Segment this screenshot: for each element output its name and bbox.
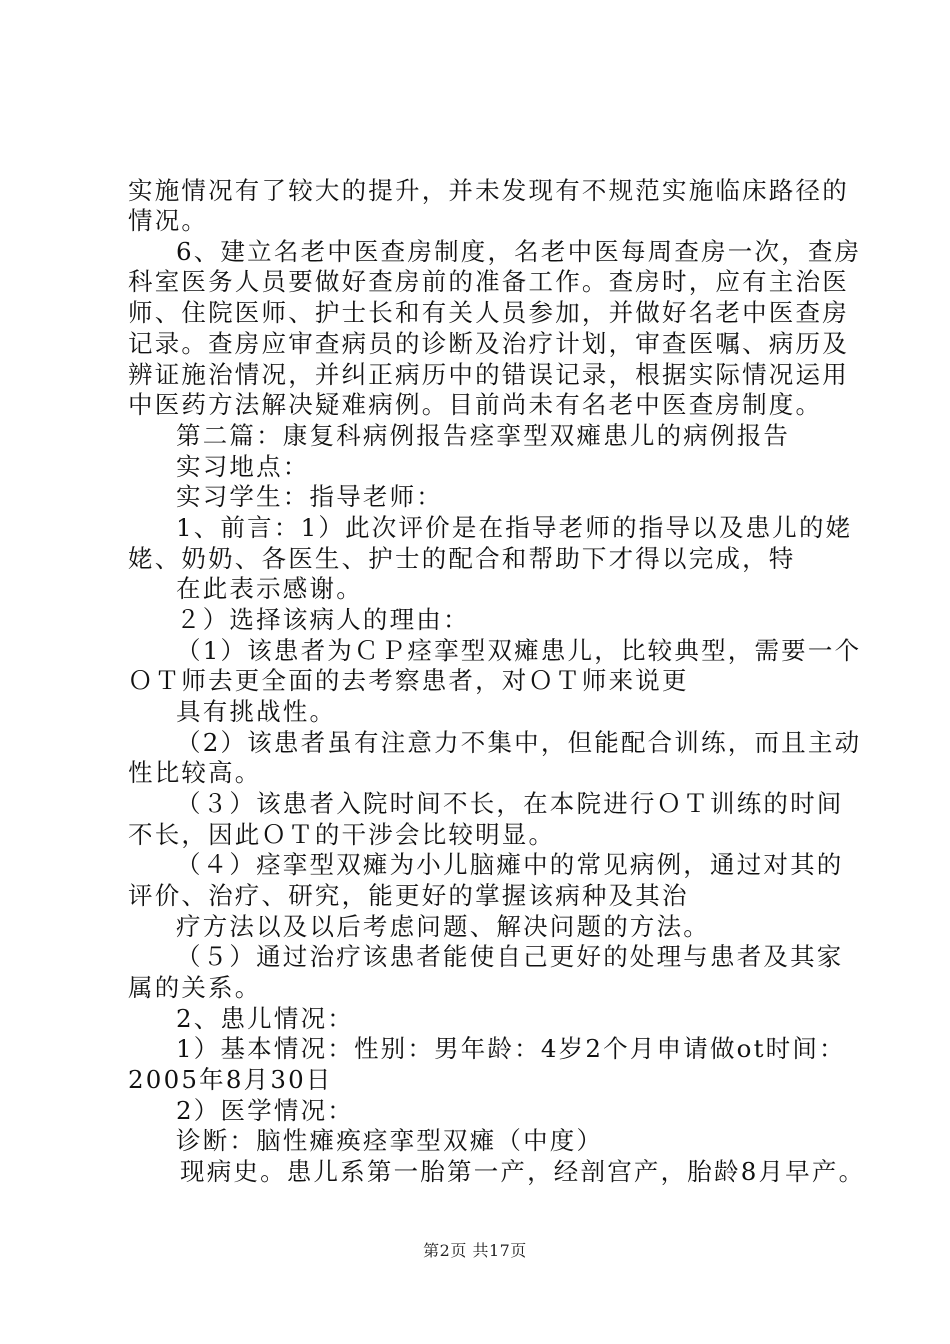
text-line: （2）该患者虽有注意力不集中，但能配合训练，而且主动	[176, 728, 862, 757]
text-line: 6、建立名老中医查房制度，名老中医每周查房一次，查房	[176, 237, 862, 266]
text-line: 2005年8月30日	[128, 1065, 333, 1094]
text-line: 诊断：脑性瘫痪痉挛型双瘫（中度）	[176, 1126, 604, 1155]
text-line: （1）该患者为ＣＰ痉挛型双瘫患儿，比较典型，需要一个	[176, 636, 862, 665]
text-line: 1）基本情况：性别：男年龄：4岁2个月申请做ot时间：	[176, 1034, 846, 1063]
text-line: 实习学生：指导老师：	[176, 482, 443, 511]
page-footer: 第2页 共17页	[423, 1241, 527, 1260]
text-line: 现病史。患儿系第一胎第一产，经剖宫产，胎龄8月早产。	[180, 1157, 866, 1186]
text-line: 具有挑战性。	[176, 697, 337, 726]
text-line: 1、前言：1）此次评价是在指导老师的指导以及患儿的姥	[176, 513, 853, 542]
text-line: （４）痉挛型双瘫为小儿脑瘫中的常见病例，通过对其的	[176, 850, 844, 879]
text-line: 辨证施治情况，并纠正病历中的错误记录，根据实际情况运用	[128, 360, 849, 389]
text-line: 疗方法以及以后考虑问题、解决问题的方法。	[176, 912, 710, 941]
text-line: 中医药方法解决疑难病例。目前尚未有名老中医查房制度。	[128, 390, 823, 419]
text-line: 不长，因此ＯＴ的干涉会比较明显。	[128, 820, 556, 849]
text-line: 姥、奶奶、各医生、护士的配合和帮助下才得以完成，特	[128, 544, 796, 573]
text-line: 2、患儿情况：	[176, 1004, 354, 1033]
text-line: 评价、治疗、研究，能更好的掌握该病种及其治	[128, 881, 689, 910]
text-line: 第二篇：康复科病例报告痉挛型双瘫患儿的病例报告	[176, 421, 791, 450]
text-line: 在此表示感谢。	[176, 574, 363, 603]
text-line: 记录。查房应审查病员的诊断及治疗计划，审查医嘱、病历及	[128, 329, 849, 358]
text-line: 情况。	[128, 206, 209, 235]
text-line: 属的关系。	[128, 973, 262, 1002]
text-line: 科室医务人员要做好查房前的准备工作。查房时，应有主治医	[128, 267, 849, 296]
text-line: 实习地点：	[176, 452, 310, 481]
text-line: ＯＴ师去更全面的去考察患者，对ＯＴ师来说更	[128, 666, 689, 695]
text-line: （３）该患者入院时间不长，在本院进行ＯＴ训练的时间	[176, 789, 844, 818]
text-line: ２）选择该病人的理由：	[176, 605, 470, 634]
text-line: 性比较高。	[128, 758, 262, 787]
text-line: 师、住院医师、护士长和有关人员参加，并做好名老中医查房	[128, 298, 849, 327]
text-line: 2）医学情况：	[176, 1096, 354, 1125]
text-line: 实施情况有了较大的提升，并未发现有不规范实施临床路径的	[128, 176, 849, 205]
text-line: （５）通过治疗该患者能使自己更好的处理与患者及其家	[176, 942, 844, 971]
